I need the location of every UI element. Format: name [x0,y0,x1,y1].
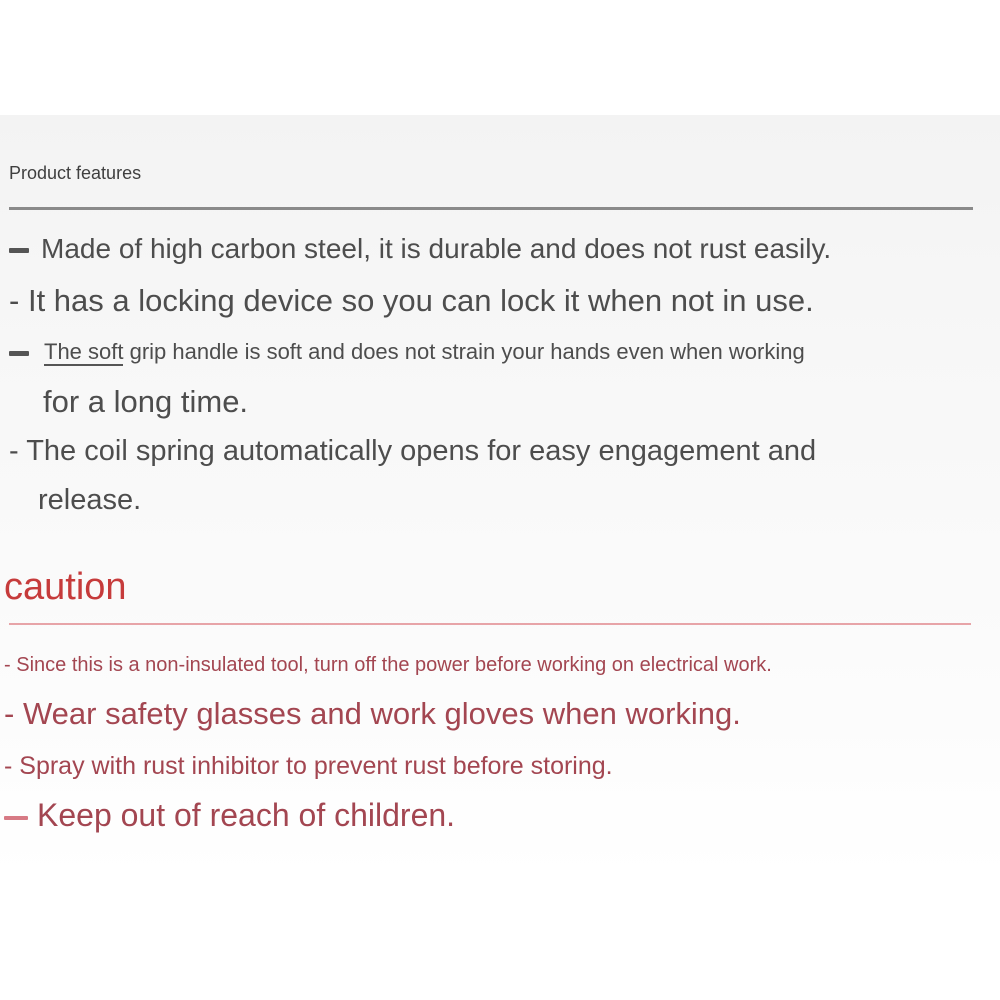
caution-item-1-text: Since this is a non-insulated tool, turn off the power before working on electrical work. [16,654,772,676]
features-heading: Product features [9,163,142,183]
caution-divider [9,623,971,625]
feature-item-2-dash: - [9,283,20,318]
caution-item-1-dash: - [4,654,11,676]
feature-item-2-text: It has a locking device so you can lock it when not in use. [27,283,814,318]
caution-item-3-text: Spray with rust inhibitor to prevent rust before storing. [19,752,613,780]
bullet-dash-icon [4,816,28,820]
caution-item-2-text: Wear safety glasses and work gloves when working. [22,696,741,731]
feature-item-1 [9,233,831,265]
feature-item-3 [9,339,805,365]
caution-item-3-dash: - [4,752,13,780]
feature-item-3-text: grip handle is soft and does not strain your hands even when working [123,339,805,364]
feature-item-3-continuation: for a long time. [43,384,249,419]
feature-item-4-continuation: release. [38,484,142,516]
feature-item-4-dash: - [9,435,19,467]
bullet-dash-icon [9,351,29,356]
caution-heading: caution [4,566,127,608]
caution-item-4 [4,797,455,834]
caution-item-3 [4,752,613,781]
caution-item-1 [4,654,772,677]
features-divider [9,207,973,210]
caution-item-2-dash: - [4,696,15,731]
feature-item-2 [9,283,814,319]
caution-item-4-text: Keep out of reach of children. [37,797,456,833]
feature-item-4-text: The coil spring automatically opens for easy engagement and [26,435,817,467]
feature-item-4 [9,435,816,468]
caution-item-2 [4,696,741,732]
feature-item-3-underlined: The soft [44,339,124,364]
bullet-dash-icon [9,248,29,253]
feature-item-1-text: Made of high carbon steel, it is durable and does not rust easily. [41,233,832,264]
